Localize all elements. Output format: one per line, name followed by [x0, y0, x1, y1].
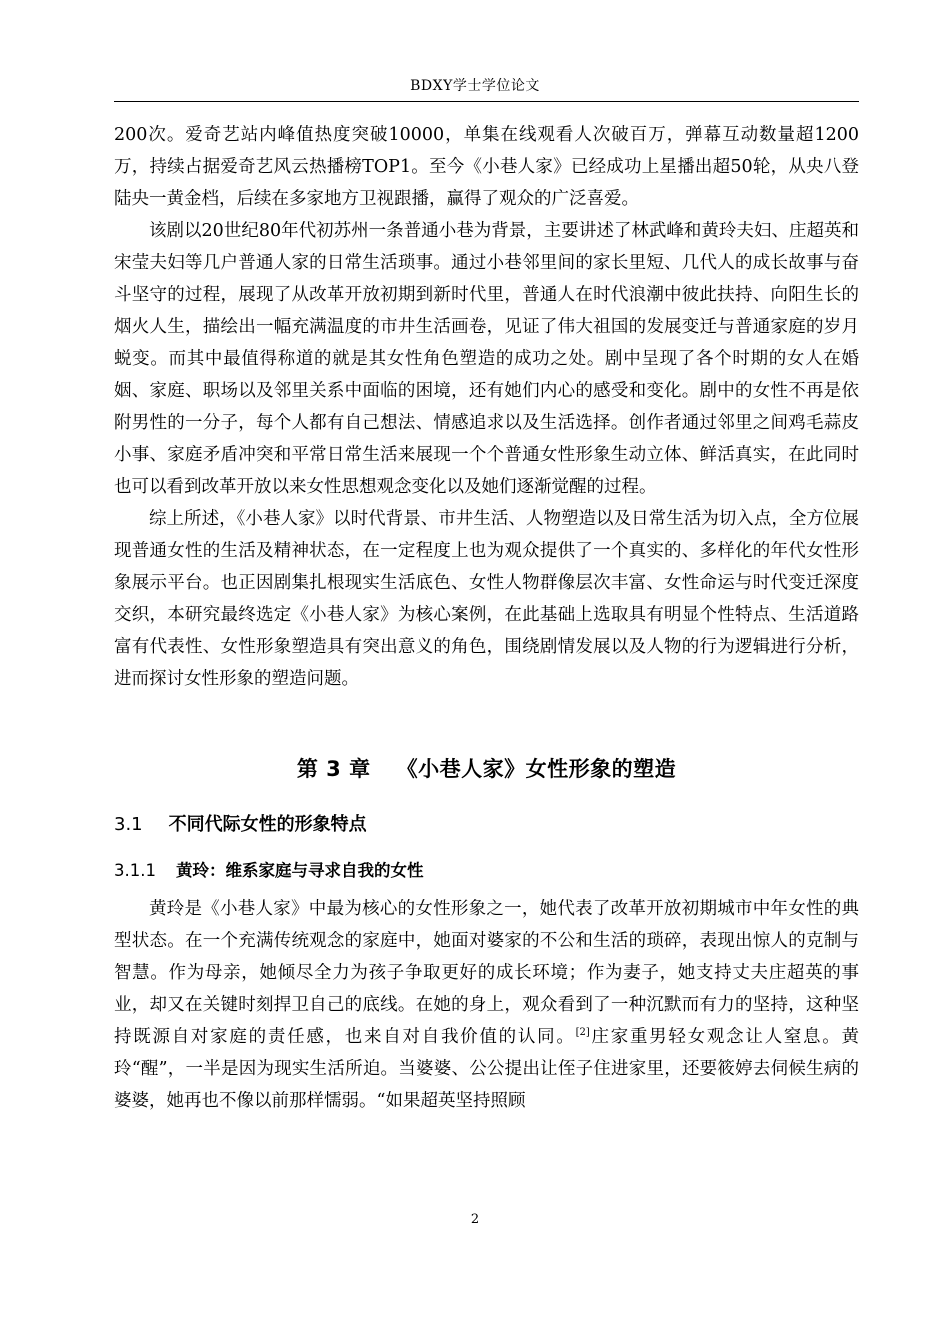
page-body: [114, 119, 859, 1117]
paragraph-summary: 综上所述，《小巷人家》以时代背景、市井生活、人物塑造以及日常生活为切入点，全方位展现普通女性的生活及精神状态，在一定程度上也为观众提供了一个真实的、多样化的年代女性形象展示平台。也正因剧集扎根现实生活底色、女性人物群像层次丰富、女性命运与时代变迁深度交织，本研究最终选定《小巷人家》为核心案例，在此基础上选取具有明显个性特点、生活道路富有代表性、女性形象塑造具有突出意义的角色，围绕剧情发展以及人物的行为逻辑进行分析，进而探讨女性形象的塑造问题。: [114, 509, 859, 689]
paragraph-continued: 200次。爱奇艺站内峰值热度突破10000，单集在线观看人次破百万，弹幕互动数量超1200万，持续占据爱奇艺风云热播榜TOP1。至今《小巷人家》已经成功上星播出超50轮，从央八登陆央一黄金档，后续在多家地方卫视跟播，赢得了观众的广泛喜爱。: [114, 125, 859, 209]
section-number: 3.1: [114, 814, 143, 835]
running-header: [0, 76, 950, 96]
paragraph-background: 该剧以20世纪80年代初苏州一条普通小巷为背景，主要讲述了林武峰和黄玲夫妇、庄超英和宋莹夫妇等几户普通人家的日常生活琐事。通过小巷邻里间的家长里短、几代人的成长故事与奋斗坚守的过程，展现了从改革开放初期到新时代里，普通人在时代浪潮中彼此扶持、向阳生长的烟火人生，描绘出一幅充满温度的市井生活画卷，见证了伟大祖国的发展变迁与普通家庭的岁月蜕变。而其中最值得称道的就是其女性角色塑造的成功之处。剧中呈现了各个时期的女人在婚姻、家庭、职场以及邻里关系中面临的困境，还有她们内心的感受和变化。剧中的女性不再是依附男性的一分子，每个人都有自己想法、情感追求以及生活选择。创作者通过邻里之间鸡毛蒜皮小事、家庭矛盾冲突和平常日常生活来展现一个个普通女性形象生动立体、鲜活真实，在此同时也可以看到改革开放以来女性思想观念变化以及她们逐渐觉醒的过程。: [114, 221, 859, 497]
header-rule: [114, 101, 859, 102]
citation-marker[interactable]: [2]: [575, 1027, 590, 1039]
chapter-title: 《小巷人家》女性形象的塑造: [396, 757, 677, 781]
paragraph-huang-ling-part2: 庄家重男轻女观念让人窒息。黄玲“醒”，一半是因为现实生活所迫。当婆婆、公公提出让侄子住进家里，还要筱婷去伺候生病的婆婆，她再也不像以前那样懦弱。“如果超英坚持照顾: [114, 1027, 860, 1111]
running-header-title: BDXY学士学位论文: [410, 78, 540, 94]
subsection-heading: [114, 855, 859, 887]
page-number: 2: [470, 1212, 480, 1227]
subsection-title: 黄玲：维系家庭与寻求自我的女性: [175, 861, 424, 880]
subsection-number: 3.1.1: [114, 861, 156, 880]
section-title: 不同代际女性的形象特点: [168, 814, 367, 835]
paragraph-huang-ling: [114, 893, 859, 1117]
section-heading: [114, 809, 859, 841]
chapter-number: 第 3 章: [296, 757, 371, 781]
chapter-heading: [114, 753, 859, 785]
paragraph-huang-ling-part1: 黄玲是《小巷人家》中最为核心的女性形象之一，她代表了改革开放初期城市中年女性的典型状态。在一个充满传统观念的家庭中，她面对婆家的不公和生活的琐碎，表现出惊人的克制与智慧。作为母亲，她倾尽全力为孩子争取更好的成长环境；作为妻子，她支持丈夫庄超英的事业，却又在关键时刻捍卫自己的底线。在她的身上，观众看到了一种沉默而有力的坚持，这种坚持既源自对家庭的责任感，也来自对自我价值的认同。: [114, 899, 859, 1047]
